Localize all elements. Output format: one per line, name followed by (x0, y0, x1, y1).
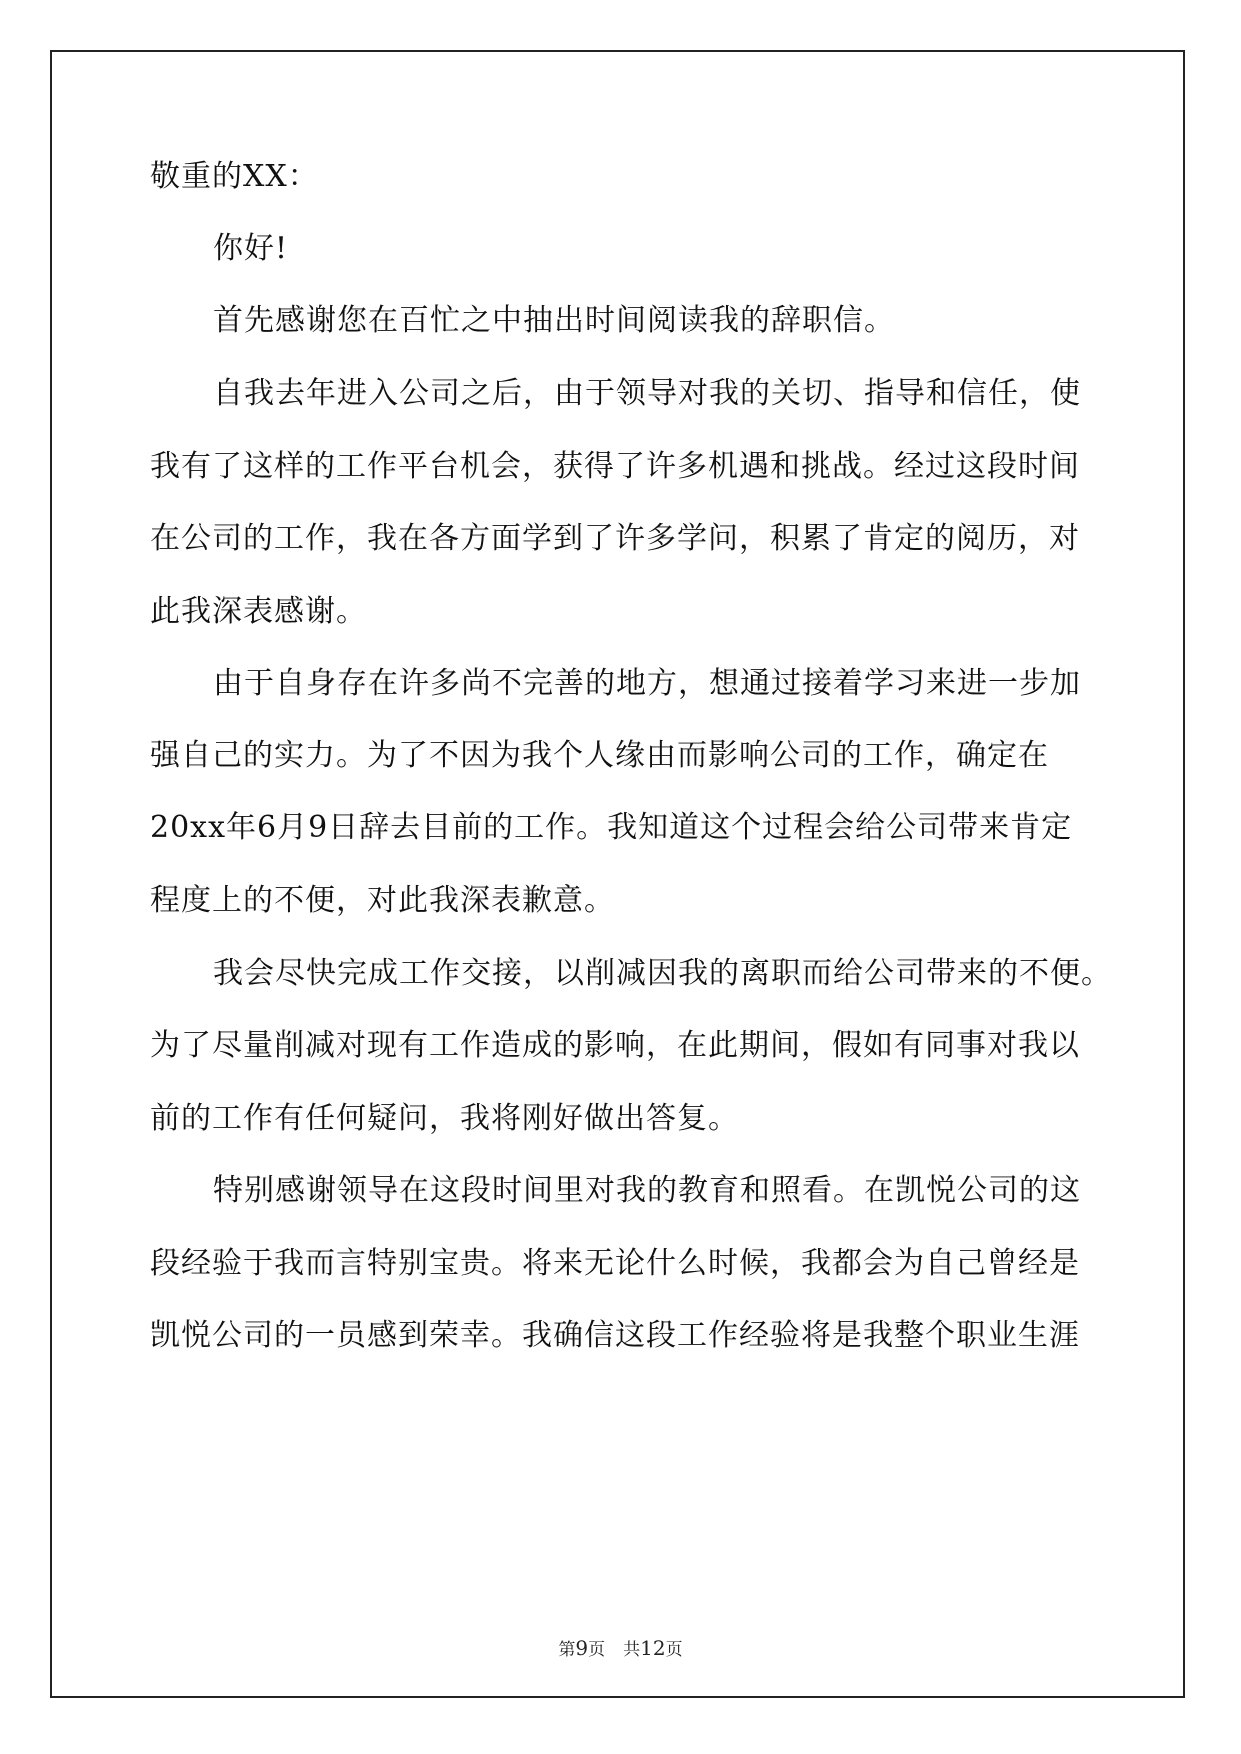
body-line: 强自己的实力。为了不因为我个人缘由而影响公司的工作，确定在 (150, 738, 1049, 773)
body-line: 由于自身存在许多尚不完善的地方，想通过接着学习来进一步加 (213, 666, 1081, 701)
body-line: 凯悦公司的一员感到荣幸。我确信这段工作经验将是我整个职业生涯 (150, 1318, 1080, 1353)
body-line: 我有了这样的工作平台机会，获得了许多机遇和挑战。经过这段时间 (150, 449, 1080, 484)
body-line: 我会尽快完成工作交接，以削减因我的离职而给公司带来的不便。 (213, 956, 1112, 991)
body-line: 程度上的不便，对此我深表歉意。 (150, 883, 615, 918)
salutation: 敬重的XX： (150, 159, 319, 194)
body-line: 此我深表感谢。 (150, 594, 367, 629)
body-line: 前的工作有任何疑问，我将刚好做出答复。 (150, 1101, 739, 1136)
total-suffix: 页 (665, 1640, 683, 1660)
total-page-count: 12 (640, 1636, 666, 1660)
page-number-footer (0, 1637, 1241, 1661)
total-prefix: 共 (623, 1640, 641, 1660)
current-page-number: 9 (575, 1636, 589, 1660)
body-line: 自我去年进入公司之后，由于领导对我的关切、指导和信任，使 (213, 376, 1081, 411)
body-line: 首先感谢您在百忙之中抽出时间阅读我的辞职信。 (213, 303, 895, 338)
body-line: 段经验于我而言特别宝贵。将来无论什么时候，我都会为自己曾经是 (150, 1246, 1080, 1281)
page-border (50, 50, 1185, 1698)
page-prefix: 第 (558, 1640, 576, 1660)
body-line: 特别感谢领导在这段时间里对我的教育和照看。在凯悦公司的这 (213, 1173, 1081, 1208)
body-line: 在公司的工作，我在各方面学到了许多学问，积累了肯定的阅历，对 (150, 521, 1080, 556)
body-line: 20xx年6月9日辞去目前的工作。我知道这个过程会给公司带来肯定 (150, 810, 1073, 845)
page-suffix: 页 (588, 1640, 606, 1660)
greeting: 你好! (213, 231, 289, 266)
body-line: 为了尽量削减对现有工作造成的影响，在此期间，假如有同事对我以 (150, 1028, 1080, 1063)
